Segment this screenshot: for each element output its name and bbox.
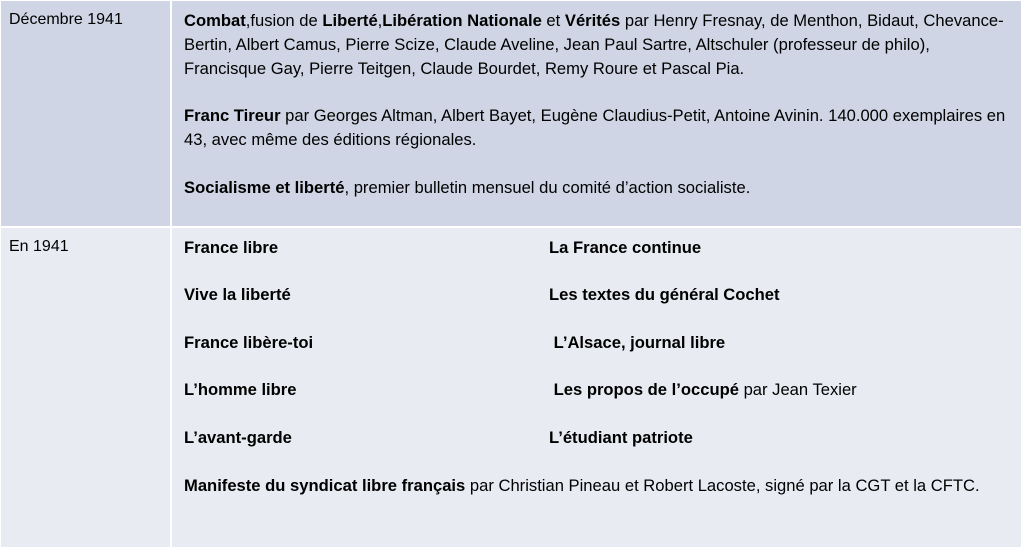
title-combat: Combat	[184, 11, 246, 30]
title-franc-tireur: Franc Tireur	[184, 106, 281, 126]
title-left: L’avant-garde	[184, 427, 292, 447]
list-item	[184, 426, 1011, 473]
text: , premier bulletin mensuel du comité d’action socialiste.	[344, 177, 751, 197]
date-cell	[1, 228, 172, 547]
title-right: L’Alsace, journal libre	[549, 332, 726, 352]
title-verites: Vérités	[564, 11, 621, 30]
title-left: France libère-toi	[184, 332, 314, 352]
timeline-table	[1, 1, 1021, 547]
text: ,fusion de	[245, 11, 323, 30]
title-right: L’étudiant patriote	[549, 427, 693, 447]
title-propos-occupe: Les propos de l’occupé	[549, 380, 739, 400]
table-row	[1, 1, 1021, 226]
title-right: La France continue	[549, 238, 702, 257]
title-manifeste: Manifeste du syndicat libre français	[184, 475, 466, 495]
table-row	[1, 228, 1021, 547]
list-item	[184, 331, 1011, 378]
title-liberte: Liberté	[322, 11, 378, 30]
title-liberation-nationale: Libération Nationale	[382, 11, 542, 30]
content-cell	[174, 1, 1021, 226]
text: ,	[377, 11, 383, 30]
date-label: En 1941	[9, 238, 69, 255]
text: par Christian Pineau et Robert Lacoste, signé par la CGT et la CFTC.	[465, 475, 980, 495]
date-cell	[1, 1, 172, 226]
list-item	[184, 283, 1011, 330]
paragraph-socialisme	[184, 176, 1011, 200]
list-item	[184, 236, 1011, 283]
text: et	[541, 11, 565, 30]
title-right	[549, 378, 857, 402]
title-right: Les textes du général Cochet	[549, 285, 780, 305]
list-item	[184, 378, 1011, 425]
text: par Jean Texier	[738, 380, 857, 400]
content-cell	[174, 228, 1021, 547]
date-label: Décembre 1941	[9, 11, 123, 28]
title-socialisme-et-liberte: Socialisme et liberté	[184, 177, 345, 197]
title-left: L’homme libre	[184, 380, 297, 400]
paragraph-combat	[184, 9, 1011, 80]
text: par Georges Altman, Albert Bayet, Eugène Claudius-Petit, Antoine Avinin. 140.000 exemplaires en 43, avec même des éditions régionales.	[184, 106, 1006, 150]
paragraph-manifeste	[184, 474, 1011, 498]
title-left: Vive la liberté	[184, 285, 291, 305]
text: par Henry Fresnay, de Menthon, Bidaut, Chevance-Bertin, Albert Camus, Pierre Scize, Claude Aveline, Jean Paul Sartre, Altschuler (professeur de philo), Francisque Gay, Pierre Teitgen, Claude Bourdet, Remy Roure et Pascal Pia.	[184, 11, 1004, 78]
paragraph-franc-tireur	[184, 104, 1011, 152]
title-left: France libre	[184, 238, 279, 257]
titles-grid	[184, 236, 1011, 473]
